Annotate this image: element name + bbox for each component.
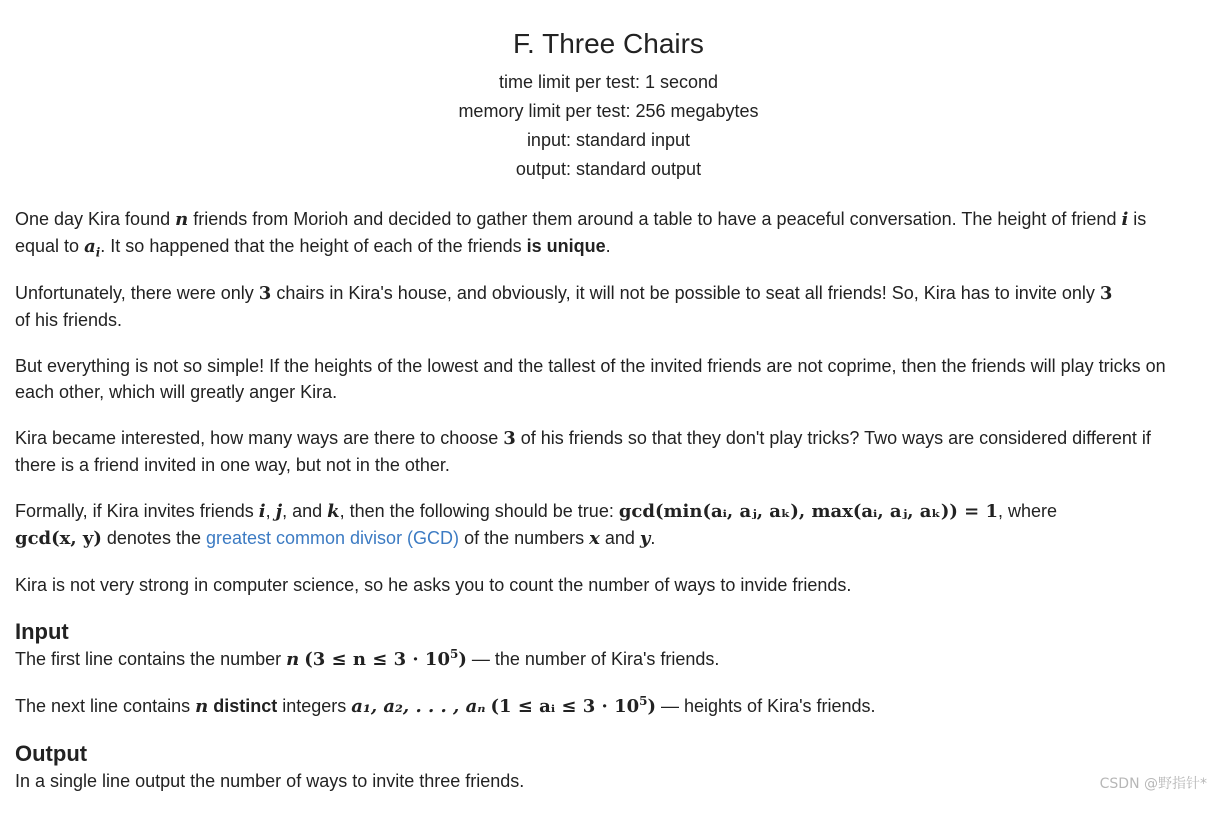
text: of his friends so that they don't play tricks? Two ways are considered different if there is a friend invited in one way, but not in the other. bbox=[15, 428, 1151, 475]
text: Unfortunately, there were only bbox=[15, 283, 259, 303]
math-3: 3 bbox=[1099, 283, 1113, 304]
math-i: i bbox=[258, 501, 266, 522]
constraint-text: (1 ≤ aᵢ ≤ 3 · 10 bbox=[490, 696, 640, 717]
exponent: 5 bbox=[449, 647, 459, 661]
text: . It so happened that the height of each of the friends bbox=[100, 236, 527, 256]
text: One day Kira found bbox=[15, 209, 176, 229]
text: Formally, if Kira invites friends bbox=[15, 501, 259, 521]
text: is equal to bbox=[15, 209, 1147, 256]
text: , and bbox=[282, 501, 328, 521]
paragraph-legend-1 bbox=[15, 206, 1195, 260]
math-ai bbox=[84, 236, 101, 260]
math-n: n bbox=[286, 649, 300, 670]
text: , then the following should be true: bbox=[339, 501, 619, 521]
paren: ) bbox=[458, 649, 467, 670]
text: — the number of Kira's friends. bbox=[466, 649, 720, 669]
output-line: In a single line output the number of ways to invite three friends. bbox=[15, 771, 525, 791]
math-3: 3 bbox=[503, 428, 516, 449]
math-y: y bbox=[639, 528, 651, 549]
paragraph-legend-6: Kira is not very strong in computer science, so he asks you to count the number of ways to invide friends. bbox=[15, 575, 852, 595]
math-n: n bbox=[195, 696, 209, 717]
input-title: Input bbox=[15, 619, 69, 644]
text: friends from Morioh and decided to gather them around a table to have a peaceful conversation. The height of friend bbox=[188, 209, 1122, 229]
watermark: CSDN @野指针* bbox=[1099, 776, 1207, 792]
text: integers bbox=[277, 696, 352, 716]
math-sub-i: i bbox=[95, 245, 101, 260]
text: , bbox=[265, 501, 276, 521]
constraint-a bbox=[491, 696, 657, 717]
math-k: k bbox=[327, 501, 340, 522]
text: . bbox=[650, 528, 656, 548]
problem-header bbox=[0, 0, 1217, 184]
exponent: 5 bbox=[639, 694, 648, 708]
math-a: a bbox=[84, 236, 96, 257]
memory-limit: memory limit per test: 256 megabytes bbox=[458, 101, 759, 121]
problem-title: F. Three Chairs bbox=[513, 28, 704, 59]
time-limit: time limit per test: 1 second bbox=[498, 72, 719, 92]
bold-text: is unique bbox=[526, 236, 606, 256]
math-x: x bbox=[589, 528, 600, 549]
input-line-2 bbox=[15, 693, 1195, 720]
constraint-text: (3 ≤ n ≤ 3 · 10 bbox=[304, 649, 450, 670]
paragraph-legend-4 bbox=[15, 425, 1195, 478]
text: of his friends. bbox=[15, 310, 123, 330]
input-line-1 bbox=[15, 646, 1195, 673]
text: The next line contains bbox=[15, 696, 196, 716]
text: denotes the bbox=[101, 528, 206, 548]
gcd-link[interactable]: greatest common divisor (GCD) bbox=[205, 528, 460, 548]
bold-text: distinct bbox=[213, 696, 278, 716]
constraint-n bbox=[304, 649, 467, 670]
paragraph-legend-5 bbox=[15, 498, 1195, 552]
text: chairs in Kira's house, and obviously, it will not be possible to seat all friends! So, Kira has to invite only bbox=[271, 283, 1100, 303]
input-section bbox=[15, 618, 1195, 720]
gcd-xy: gcd(x, y) bbox=[15, 528, 102, 549]
output-section bbox=[15, 740, 1195, 794]
text: — heights of Kira's friends. bbox=[656, 696, 876, 716]
output-spec: output: standard output bbox=[515, 159, 702, 179]
math-n: n bbox=[175, 209, 189, 230]
math-i: i bbox=[1121, 209, 1129, 230]
text: The first line contains the number bbox=[15, 649, 287, 669]
text: of the numbers bbox=[459, 528, 590, 548]
math-j: j bbox=[275, 501, 283, 522]
paragraph-legend-3: But everything is not so simple! If the heights of the lowest and the tallest of the invited friends are not coprime, then the friends will play tricks on each other, which will greatly anger Kira. bbox=[15, 356, 1166, 402]
paragraph-legend-2 bbox=[15, 280, 1195, 333]
text: . bbox=[605, 236, 611, 256]
output-title: Output bbox=[15, 741, 88, 766]
text: Kira became interested, how many ways are there to choose bbox=[15, 428, 504, 448]
math-sequence: a₁, a₂, . . . , aₙ bbox=[351, 696, 486, 717]
math-3: 3 bbox=[258, 283, 272, 304]
paren: ) bbox=[647, 696, 657, 717]
text: , where bbox=[998, 501, 1058, 521]
text: and bbox=[599, 528, 640, 548]
gcd-formula: gcd(min(aᵢ, aⱼ, aₖ), max(aᵢ, aⱼ, aₖ)) = 1 bbox=[618, 501, 998, 522]
input-spec: input: standard input bbox=[526, 130, 691, 150]
problem-statement bbox=[15, 206, 1195, 814]
